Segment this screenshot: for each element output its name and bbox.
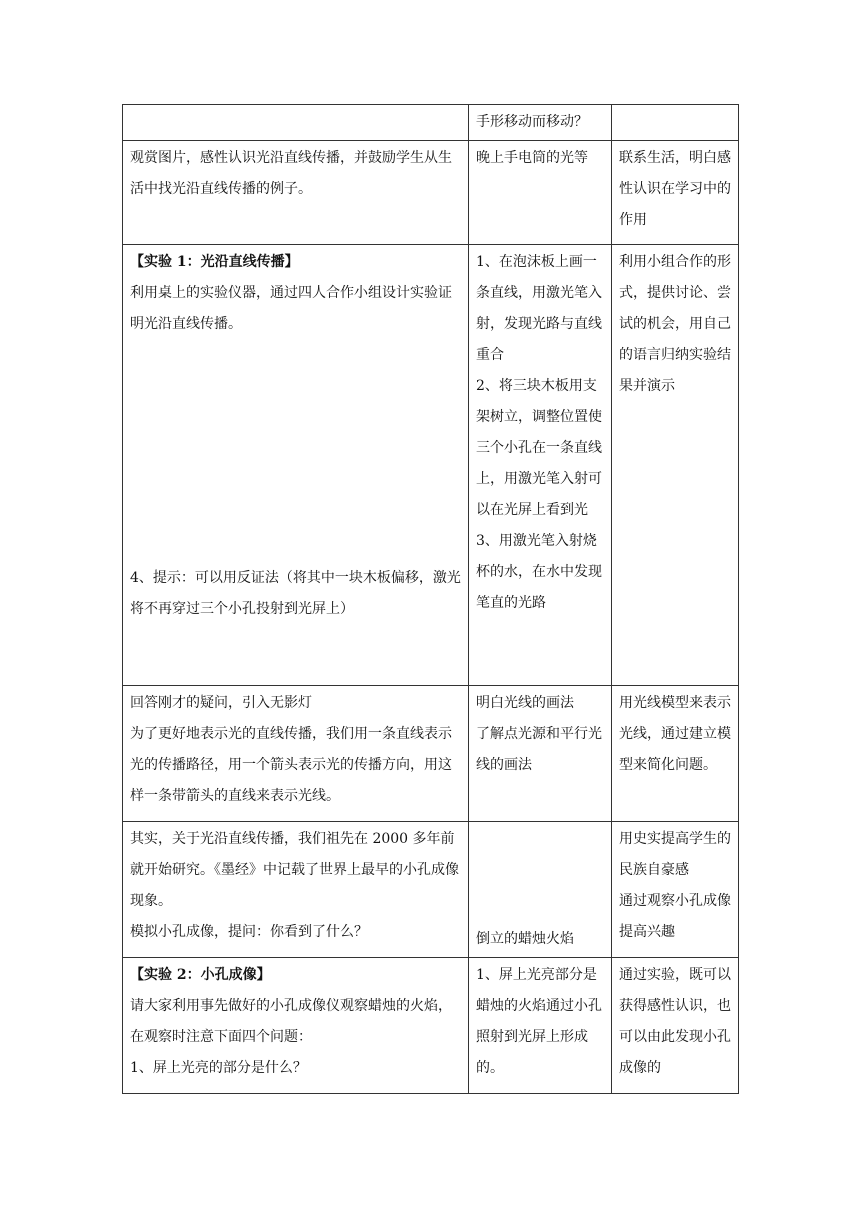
table-row <box>123 105 739 141</box>
activity-cell <box>123 105 469 141</box>
purpose-cell: 用史实提高学生的民族自豪感 通过观察小孔成像提高兴趣 <box>612 822 739 958</box>
table-row <box>123 141 739 245</box>
activity-cell: 【实验 1：光沿直线传播】 利用桌上的实验仪器，通过四人合作小组设计实验证明光沿直线传播。 4、提示：可以用反证法（将其中一块木板偏移，激光将不再穿过三个小孔投射到光屏上） <box>123 245 469 686</box>
purpose-cell: 联系生活，明白感性认识在学习中的作用 <box>612 141 739 245</box>
student-cell: 倒立的蜡烛火焰 <box>469 822 612 958</box>
purpose-cell <box>612 105 739 141</box>
purpose-cell: 利用小组合作的形式，提供讨论、尝试的机会，用自己的语言归纳实验结果并演示 <box>612 245 739 686</box>
purpose-cell: 用光线模型来表示光线，通过建立模型来简化问题。 <box>612 686 739 822</box>
table-row <box>123 958 739 1094</box>
experiment-heading: 【实验 1：光沿直线传播】 <box>130 254 299 270</box>
experiment-heading: 【实验 2：小孔成像】 <box>130 967 271 983</box>
activity-cell: 观赏图片，感性认识光沿直线传播，并鼓励学生从生活中找光沿直线传播的例子。 <box>123 141 469 245</box>
student-cell: 明白光线的画法 了解点光源和平行光线的画法 <box>469 686 612 822</box>
purpose-cell: 通过实验，既可以获得感性认识，也可以由此发现小孔成像的 <box>612 958 739 1094</box>
student-cell: 1、屏上光亮部分是蜡烛的火焰通过小孔照射到光屏上形成的。 <box>469 958 612 1094</box>
student-cell: 晚上手电筒的光等 <box>469 141 612 245</box>
table-row <box>123 245 739 686</box>
student-cell: 手形移动而移动？ <box>469 105 612 141</box>
activity-cell: 回答刚才的疑问，引入无影灯 为了更好地表示光的直线传播，我们用一条直线表示光的传播路径，用一个箭头表示光的传播方向，用这样一条带箭头的直线来表示光线。 <box>123 686 469 822</box>
activity-cell: 其实，关于光沿直线传播，我们祖先在 2000 多年前就开始研究。《墨经》中记载了世界上最早的小孔成像现象。 模拟小孔成像，提问：你看到了什么？ <box>123 822 469 958</box>
activity-cell: 【实验 2：小孔成像】 请大家利用事先做好的小孔成像仪观察蜡烛的火焰，在观察时注意下面四个问题： 1、屏上光亮的部分是什么？ <box>123 958 469 1094</box>
lesson-plan-table <box>122 104 739 1094</box>
table-row <box>123 686 739 822</box>
table-row <box>123 822 739 958</box>
student-cell: 1、在泡沫板上画一条直线，用激光笔入射，发现光路与直线重合 2、将三块木板用支架树立，调整位置使三个小孔在一条直线上，用激光笔入射可以在光屏上看到光 3、用激光笔入射烧杯的水，在水中发现笔直的光路 <box>469 245 612 686</box>
